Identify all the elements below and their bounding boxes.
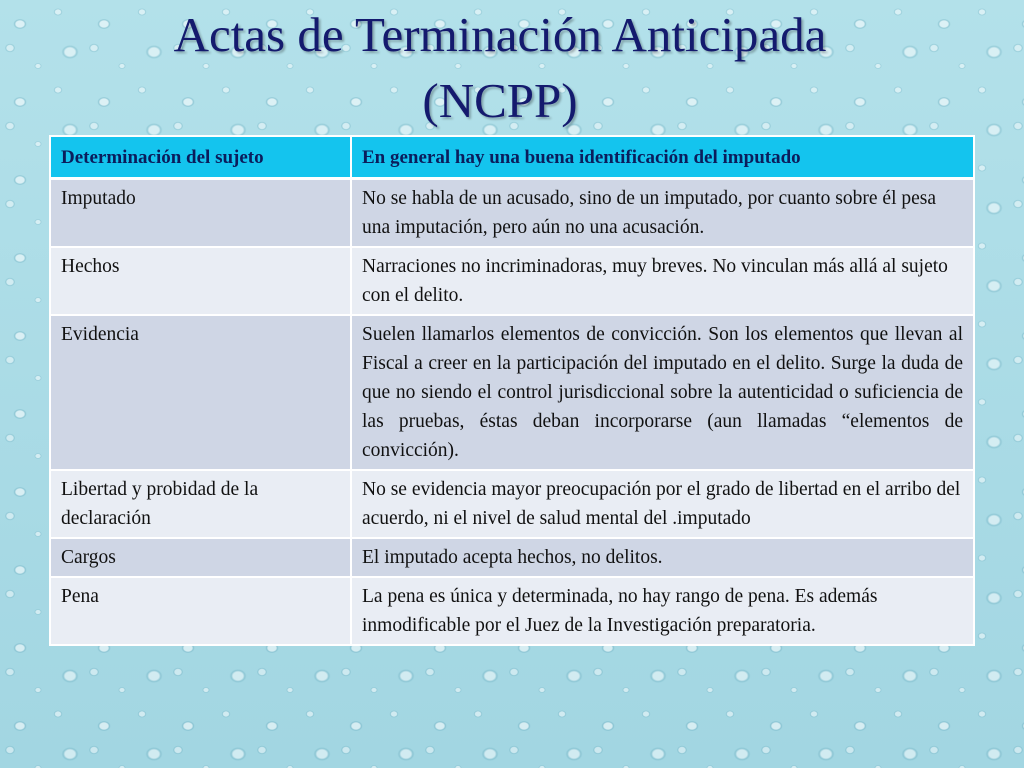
row-label: Hechos xyxy=(50,247,351,315)
row-text: Suelen llamarlos elementos de convicción. Son los elementos que llevan al Fiscal a creer en la participación del imputado en el delito. Surge la duda de que no siendo el control jurisdiccional sobre la autenticidad o suficiencia de las pruebas, éstas deban incorporarse (aun llamadas “elementos de convicción). xyxy=(351,315,974,470)
table-row-libertad xyxy=(50,470,974,538)
row-label: Cargos xyxy=(50,538,351,577)
row-label: Libertad y probidad de la declaración xyxy=(50,470,351,538)
header-description: En general hay una buena identificación del imputado xyxy=(351,136,974,179)
comparison-table xyxy=(49,135,975,646)
header-aspect: Determinación del sujeto xyxy=(50,136,351,179)
row-label: Evidencia xyxy=(50,315,351,470)
table-header-row xyxy=(50,136,974,179)
row-label: Imputado xyxy=(50,179,351,248)
slide-title xyxy=(0,2,1000,134)
table-row-pena xyxy=(50,577,974,645)
row-text: No se habla de un acusado, sino de un imputado, por cuanto sobre él pesa una imputación, pero aún no una acusación. xyxy=(351,179,974,248)
slide-title-line1: Actas de Terminación Anticipada xyxy=(173,7,827,62)
table-row-cargos xyxy=(50,538,974,577)
table-row-imputado xyxy=(50,179,974,248)
table-row-hechos xyxy=(50,247,974,315)
row-text: No se evidencia mayor preocupación por el grado de libertad en el arribo del acuerdo, ni el nivel de salud mental del .imputado xyxy=(351,470,974,538)
row-label: Pena xyxy=(50,577,351,645)
row-text: Narraciones no incriminadoras, muy breves. No vinculan más allá al sujeto con el delito. xyxy=(351,247,974,315)
table-row-evidencia xyxy=(50,315,974,470)
row-text: El imputado acepta hechos, no delitos. xyxy=(351,538,974,577)
row-text: La pena es única y determinada, no hay rango de pena. Es además inmodificable por el Juez de la Investigación preparatoria. xyxy=(351,577,974,645)
slide-title-line2: (NCPP) xyxy=(422,73,578,128)
